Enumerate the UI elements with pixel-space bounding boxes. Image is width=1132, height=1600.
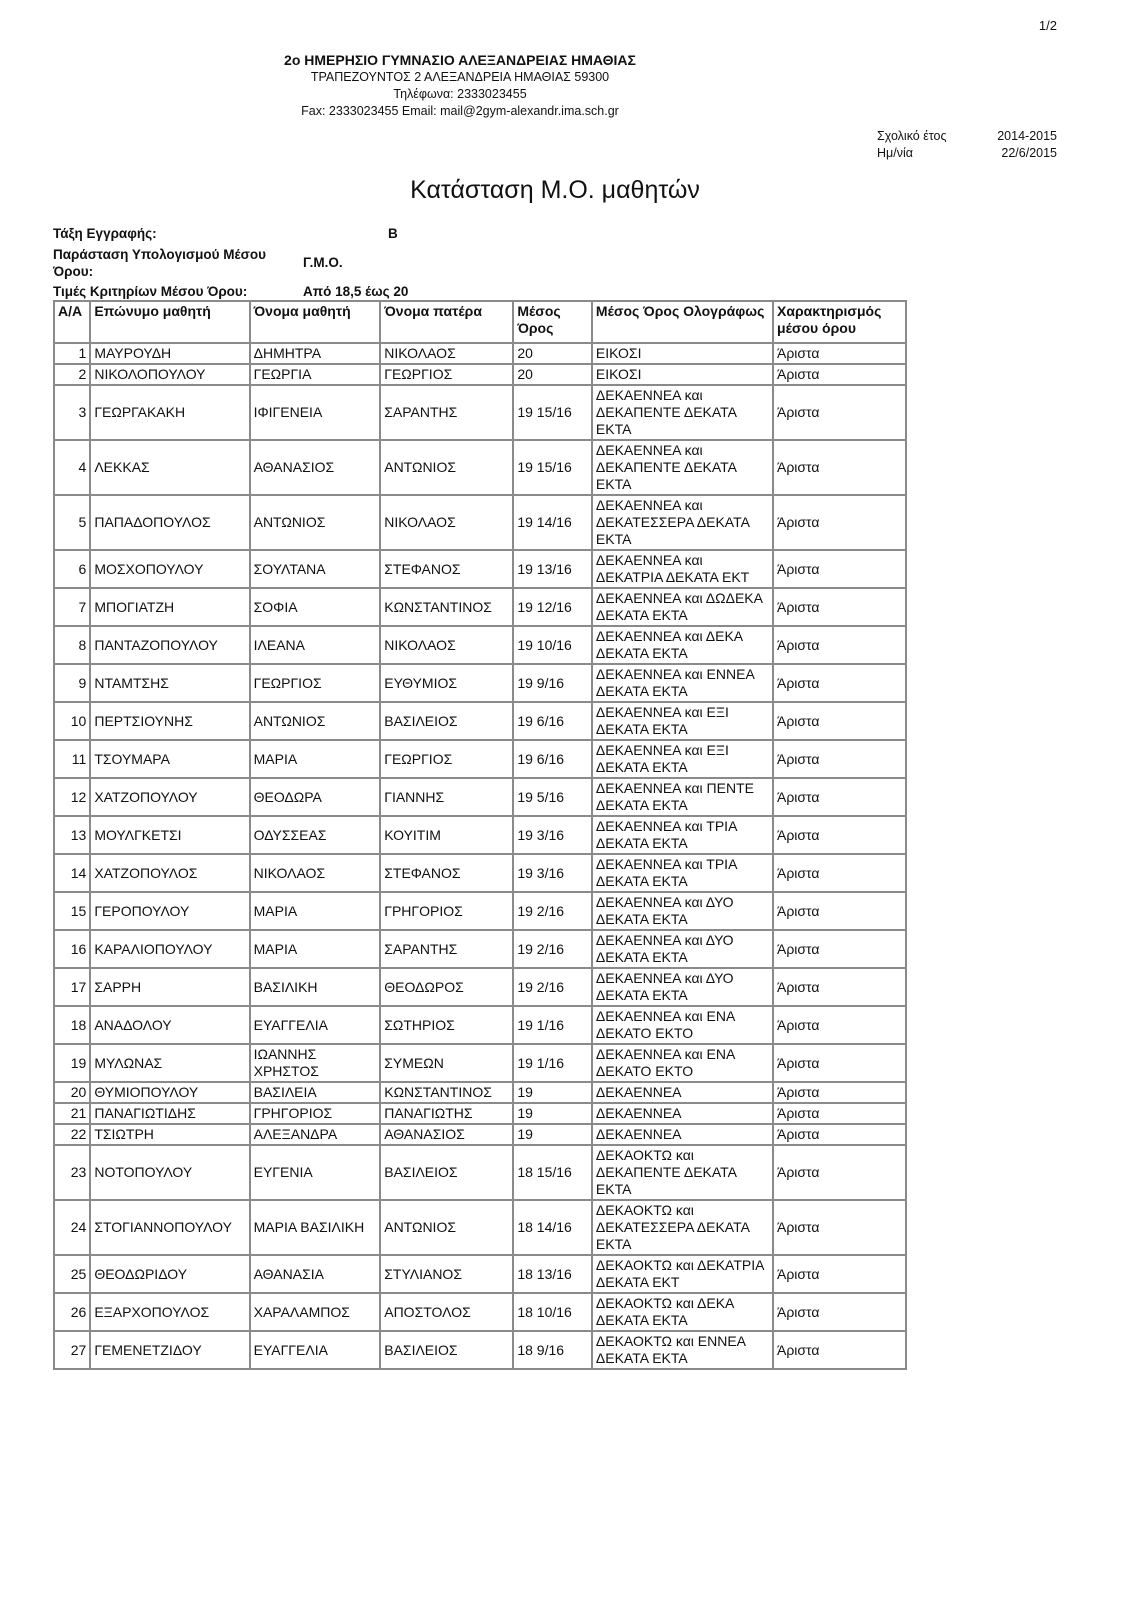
cell-aa: 10 xyxy=(55,703,91,741)
cell-name: ΜΑΡΙΑ xyxy=(251,931,382,969)
cell-average: 19 1/16 xyxy=(514,1007,593,1045)
calc-value: Γ.Μ.Ο. xyxy=(303,255,343,270)
cell-name: ΑΘΑΝΑΣΙΑ xyxy=(251,1256,382,1294)
cell-average: 18 13/16 xyxy=(514,1256,593,1294)
cell-name: ΝΙΚΟΛΑΟΣ xyxy=(251,855,382,893)
cell-surname: ΓΕΡΟΠΟΥΛΟΥ xyxy=(91,893,250,931)
cell-name: ΧΑΡΑΛΑΜΠΟΣ xyxy=(251,1294,382,1332)
table-row xyxy=(55,1007,905,1045)
cell-aa: 2 xyxy=(55,365,91,386)
cell-average: 19 10/16 xyxy=(514,627,593,665)
cell-aa: 12 xyxy=(55,779,91,817)
cell-average: 19 xyxy=(514,1083,593,1104)
cell-name: ΒΑΣΙΛΕΙΑ xyxy=(251,1083,382,1104)
cell-average-words: ΔΕΚΑΕΝΝΕΑ και ΕΝΑ ΔΕΚΑΤΟ ΕΚΤΟ xyxy=(593,1045,774,1083)
table-row xyxy=(55,1201,905,1256)
header-average: Μέσος Όρος xyxy=(514,302,593,344)
cell-name: ΓΕΩΡΓΙΟΣ xyxy=(251,665,382,703)
cell-aa: 17 xyxy=(55,969,91,1007)
cell-aa: 7 xyxy=(55,589,91,627)
school-address: ΤΡΑΠΕΖΟΥΝΤΟΣ 2 ΑΛΕΞΑΝΔΡΕΙΑ ΗΜΑΘΙΑΣ 59300 xyxy=(310,70,610,84)
cell-aa: 22 xyxy=(55,1125,91,1146)
cell-aa: 8 xyxy=(55,627,91,665)
page-title: Κατάσταση Μ.Ο. μαθητών xyxy=(410,176,700,204)
table-row xyxy=(55,741,905,779)
cell-grade: Άριστα xyxy=(774,496,905,551)
cell-average: 20 xyxy=(514,365,593,386)
cell-average-words: ΔΕΚΑΕΝΝΕΑ και ΕΞΙ ΔΕΚΑΤΑ ΕΚΤΑ xyxy=(593,741,774,779)
cell-average-words: ΔΕΚΑΕΝΝΕΑ και ΔΕΚΑΤΕΣΣΕΡΑ ΔΕΚΑΤΑ ΕΚΤΑ xyxy=(593,496,774,551)
range-label: Τιμές Κριτηρίων Μέσου Όρου: xyxy=(53,284,248,299)
cell-aa: 18 xyxy=(55,1007,91,1045)
cell-name: ΘΕΟΔΩΡΑ xyxy=(251,779,382,817)
cell-grade: Άριστα xyxy=(774,1104,905,1125)
table-row xyxy=(55,496,905,551)
cell-surname: ΜΟΥΛΓΚΕΤΣΙ xyxy=(91,817,250,855)
cell-name: ΑΝΤΩΝΙΟΣ xyxy=(251,703,382,741)
cell-aa: 15 xyxy=(55,893,91,931)
cell-father: ΓΙΑΝΝΗΣ xyxy=(381,779,514,817)
school-year-value: 2014-2015 xyxy=(997,129,1057,143)
cell-average: 19 5/16 xyxy=(514,779,593,817)
cell-aa: 25 xyxy=(55,1256,91,1294)
cell-name: ΜΑΡΙΑ ΒΑΣΙΛΙΚΗ xyxy=(251,1201,382,1256)
cell-surname: ΚΑΡΑΛΙΟΠΟΥΛΟΥ xyxy=(91,931,250,969)
cell-aa: 13 xyxy=(55,817,91,855)
cell-aa: 24 xyxy=(55,1201,91,1256)
cell-grade: Άριστα xyxy=(774,344,905,365)
cell-father: ΝΙΚΟΛΑΟΣ xyxy=(381,627,514,665)
school-name: 2ο ΗΜΕΡΗΣΙΟ ΓΥΜΝΑΣΙΟ ΑΛΕΞΑΝΔΡΕΙΑΣ ΗΜΑΘΙΑΣ xyxy=(284,52,636,68)
cell-average-words: ΔΕΚΑΟΚΤΩ και ΕΝΝΕΑ ΔΕΚΑΤΑ ΕΚΤΑ xyxy=(593,1332,774,1368)
table-row xyxy=(55,665,905,703)
cell-name: ΑΛΕΞΑΝΔΡΑ xyxy=(251,1125,382,1146)
cell-aa: 1 xyxy=(55,344,91,365)
table-row xyxy=(55,1104,905,1125)
cell-surname: ΛΕΚΚΑΣ xyxy=(91,441,250,496)
cell-aa: 16 xyxy=(55,931,91,969)
cell-average: 19 12/16 xyxy=(514,589,593,627)
cell-father: ΑΝΤΩΝΙΟΣ xyxy=(381,1201,514,1256)
cell-average-words: ΔΕΚΑΟΚΤΩ και ΔΕΚΑΠΕΝΤΕ ΔΕΚΑΤΑ ΕΚΤΑ xyxy=(593,1146,774,1201)
cell-average: 19 2/16 xyxy=(514,893,593,931)
cell-surname: ΝΤΑΜΤΣΗΣ xyxy=(91,665,250,703)
cell-name: ΣΟΦΙΑ xyxy=(251,589,382,627)
cell-grade: Άριστα xyxy=(774,931,905,969)
cell-father: ΒΑΣΙΛΕΙΟΣ xyxy=(381,1146,514,1201)
cell-name: ΙΦΙΓΕΝΕΙΑ xyxy=(251,386,382,441)
header-surname: Επώνυμο μαθητή xyxy=(91,302,250,344)
cell-name: ΔΗΜΗΤΡΑ xyxy=(251,344,382,365)
cell-average-words: ΔΕΚΑΕΝΝΕΑ και ΔΕΚΑΠΕΝΤΕ ΔΕΚΑΤΑ ΕΚΤΑ xyxy=(593,441,774,496)
cell-aa: 23 xyxy=(55,1146,91,1201)
cell-average: 19 14/16 xyxy=(514,496,593,551)
cell-father: ΒΑΣΙΛΕΙΟΣ xyxy=(381,1332,514,1368)
cell-aa: 27 xyxy=(55,1332,91,1368)
cell-average-words: ΔΕΚΑΟΚΤΩ και ΔΕΚΑΤΡΙΑ ΔΕΚΑΤΑ ΕΚΤ xyxy=(593,1256,774,1294)
cell-aa: 20 xyxy=(55,1083,91,1104)
cell-average: 19 15/16 xyxy=(514,441,593,496)
cell-father: ΒΑΣΙΛΕΙΟΣ xyxy=(381,703,514,741)
table-row xyxy=(55,344,905,365)
cell-average-words: ΔΕΚΑΕΝΝΕΑ και ΤΡΙΑ ΔΕΚΑΤΑ ΕΚΤΑ xyxy=(593,817,774,855)
cell-surname: ΘΥΜΙΟΠΟΥΛΟΥ xyxy=(91,1083,250,1104)
cell-average-words: ΔΕΚΑΕΝΝΕΑ και ΕΝΝΕΑ ΔΕΚΑΤΑ ΕΚΤΑ xyxy=(593,665,774,703)
table-row xyxy=(55,589,905,627)
table-row xyxy=(55,1256,905,1294)
cell-grade: Άριστα xyxy=(774,817,905,855)
cell-grade: Άριστα xyxy=(774,779,905,817)
cell-average-words: ΔΕΚΑΕΝΝΕΑ και ΔΕΚΑ ΔΕΚΑΤΑ ΕΚΤΑ xyxy=(593,627,774,665)
cell-average: 19 13/16 xyxy=(514,551,593,589)
cell-surname: ΝΙΚΟΛΟΠΟΥΛΟΥ xyxy=(91,365,250,386)
cell-surname: ΧΑΤΖΟΠΟΥΛΟΥ xyxy=(91,779,250,817)
header-father: Όνομα πατέρα xyxy=(381,302,514,344)
table-row xyxy=(55,855,905,893)
cell-name: ΜΑΡΙΑ xyxy=(251,741,382,779)
cell-average: 19 3/16 xyxy=(514,817,593,855)
cell-grade: Άριστα xyxy=(774,1007,905,1045)
cell-average-words: ΔΕΚΑΕΝΝΕΑ και ΔΩΔΕΚΑ ΔΕΚΑΤΑ ΕΚΤΑ xyxy=(593,589,774,627)
cell-aa: 4 xyxy=(55,441,91,496)
school-year-label: Σχολικό έτος xyxy=(877,129,947,143)
cell-average-words: ΕΙΚΟΣΙ xyxy=(593,344,774,365)
calc-label: Παράσταση Υπολογισμού Μέσου Όρου: xyxy=(53,247,266,279)
cell-name: ΕΥΓΕΝΙΑ xyxy=(251,1146,382,1201)
table-row xyxy=(55,551,905,589)
table-row xyxy=(55,1332,905,1368)
table-row xyxy=(55,365,905,386)
school-fax-email: Fax: 2333023455 Email: mail@2gym-alexandr.ima.sch.gr xyxy=(301,104,619,118)
cell-average: 18 9/16 xyxy=(514,1332,593,1368)
cell-grade: Άριστα xyxy=(774,855,905,893)
cell-average: 20 xyxy=(514,344,593,365)
cell-average-words: ΔΕΚΑΕΝΝΕΑ και ΔΥΟ ΔΕΚΑΤΑ ΕΚΤΑ xyxy=(593,893,774,931)
cell-father: ΣΑΡΑΝΤΗΣ xyxy=(381,386,514,441)
cell-aa: 5 xyxy=(55,496,91,551)
cell-average-words: ΔΕΚΑΟΚΤΩ και ΔΕΚΑΤΕΣΣΕΡΑ ΔΕΚΑΤΑ ΕΚΤΑ xyxy=(593,1201,774,1256)
cell-average: 19 xyxy=(514,1125,593,1146)
cell-average: 18 14/16 xyxy=(514,1201,593,1256)
cell-name: ΟΔΥΣΣΕΑΣ xyxy=(251,817,382,855)
cell-grade: Άριστα xyxy=(774,969,905,1007)
cell-grade: Άριστα xyxy=(774,1201,905,1256)
cell-grade: Άριστα xyxy=(774,551,905,589)
cell-average-words: ΔΕΚΑΕΝΝΕΑ και ΔΥΟ ΔΕΚΑΤΑ ΕΚΤΑ xyxy=(593,969,774,1007)
cell-surname: ΓΕΩΡΓΑΚΑΚΗ xyxy=(91,386,250,441)
table-row xyxy=(55,969,905,1007)
cell-grade: Άριστα xyxy=(774,365,905,386)
cell-average: 19 9/16 xyxy=(514,665,593,703)
cell-average: 19 1/16 xyxy=(514,1045,593,1083)
cell-father: ΑΠΟΣΤΟΛΟΣ xyxy=(381,1294,514,1332)
cell-name: ΙΩΑΝΝΗΣ ΧΡΗΣΤΟΣ xyxy=(251,1045,382,1083)
cell-father: ΑΘΑΝΑΣΙΟΣ xyxy=(381,1125,514,1146)
report-meta xyxy=(877,128,1057,162)
table-row xyxy=(55,386,905,441)
cell-father: ΚΟΥΙΤΙΜ xyxy=(381,817,514,855)
cell-average: 19 2/16 xyxy=(514,931,593,969)
cell-father: ΠΑΝΑΓΙΩΤΗΣ xyxy=(381,1104,514,1125)
date-label: Ημ/νία xyxy=(877,146,913,160)
header-grade: Χαρακτηρισμός μέσου όρου xyxy=(774,302,905,344)
cell-surname: ΓΕΜΕΝΕΤΖΙΔΟΥ xyxy=(91,1332,250,1368)
cell-aa: 19 xyxy=(55,1045,91,1083)
header-name: Όνομα μαθητή xyxy=(251,302,382,344)
table-row xyxy=(55,1125,905,1146)
cell-surname: ΣΑΡΡΗ xyxy=(91,969,250,1007)
cell-name: ΓΕΩΡΓΙΑ xyxy=(251,365,382,386)
cell-father: ΣΩΤΗΡΙΟΣ xyxy=(381,1007,514,1045)
table-row xyxy=(55,441,905,496)
report-criteria xyxy=(53,222,408,300)
cell-aa: 11 xyxy=(55,741,91,779)
cell-father: ΝΙΚΟΛΑΟΣ xyxy=(381,344,514,365)
cell-average-words: ΔΕΚΑΕΝΝΕΑ και ΤΡΙΑ ΔΕΚΑΤΑ ΕΚΤΑ xyxy=(593,855,774,893)
table-row xyxy=(55,817,905,855)
cell-grade: Άριστα xyxy=(774,1294,905,1332)
cell-average: 19 3/16 xyxy=(514,855,593,893)
cell-name: ΓΡΗΓΟΡΙΟΣ xyxy=(251,1104,382,1125)
school-header xyxy=(250,52,670,120)
cell-average: 19 6/16 xyxy=(514,703,593,741)
cell-average: 18 10/16 xyxy=(514,1294,593,1332)
cell-father: ΚΩΝΣΤΑΝΤΙΝΟΣ xyxy=(381,589,514,627)
cell-surname: ΤΣΙΩΤΡΗ xyxy=(91,1125,250,1146)
cell-surname: ΑΝΑΔΟΛΟΥ xyxy=(91,1007,250,1045)
cell-aa: 3 xyxy=(55,386,91,441)
cell-father: ΑΝΤΩΝΙΟΣ xyxy=(381,441,514,496)
cell-surname: ΧΑΤΖΟΠΟΥΛΟΣ xyxy=(91,855,250,893)
cell-father: ΓΡΗΓΟΡΙΟΣ xyxy=(381,893,514,931)
cell-average-words: ΔΕΚΑΕΝΝΕΑ xyxy=(593,1125,774,1146)
cell-average-words: ΔΕΚΑΕΝΝΕΑ xyxy=(593,1083,774,1104)
cell-name: ΒΑΣΙΛΙΚΗ xyxy=(251,969,382,1007)
cell-average-words: ΔΕΚΑΕΝΝΕΑ και ΠΕΝΤΕ ΔΕΚΑΤΑ ΕΚΤΑ xyxy=(593,779,774,817)
cell-name: ΕΥΑΓΓΕΛΙΑ xyxy=(251,1332,382,1368)
cell-aa: 6 xyxy=(55,551,91,589)
cell-average-words: ΔΕΚΑΕΝΝΕΑ και ΔΥΟ ΔΕΚΑΤΑ ΕΚΤΑ xyxy=(593,931,774,969)
cell-grade: Άριστα xyxy=(774,1256,905,1294)
cell-surname: ΠΑΠΑΔΟΠΟΥΛΟΣ xyxy=(91,496,250,551)
class-value: Β xyxy=(388,226,398,241)
cell-grade: Άριστα xyxy=(774,741,905,779)
cell-grade: Άριστα xyxy=(774,441,905,496)
cell-grade: Άριστα xyxy=(774,1146,905,1201)
cell-name: ΜΑΡΙΑ xyxy=(251,893,382,931)
cell-name: ΑΘΑΝΑΣΙΟΣ xyxy=(251,441,382,496)
table-row xyxy=(55,1083,905,1104)
table-row xyxy=(55,1045,905,1083)
cell-father: ΣΤΕΦΑΝΟΣ xyxy=(381,855,514,893)
class-label: Τάξη Εγγραφής: xyxy=(53,226,157,241)
table-row xyxy=(55,1294,905,1332)
table-row xyxy=(55,893,905,931)
cell-father: ΚΩΝΣΤΑΝΤΙΝΟΣ xyxy=(381,1083,514,1104)
cell-father: ΘΕΟΔΩΡΟΣ xyxy=(381,969,514,1007)
cell-father: ΣΑΡΑΝΤΗΣ xyxy=(381,931,514,969)
students-average-table xyxy=(53,300,907,1370)
date-value: 22/6/2015 xyxy=(1001,146,1057,160)
cell-name: ΣΟΥΛΤΑΝΑ xyxy=(251,551,382,589)
cell-father: ΣΥΜΕΩΝ xyxy=(381,1045,514,1083)
header-average-words: Μέσος Όρος Ολογράφως xyxy=(593,302,774,344)
table-body xyxy=(55,344,905,1368)
cell-aa: 9 xyxy=(55,665,91,703)
cell-surname: ΤΣΟΥΜΑΡΑ xyxy=(91,741,250,779)
range-value: Από 18,5 έως 20 xyxy=(303,284,409,299)
cell-name: ΙΛΕΑΝΑ xyxy=(251,627,382,665)
cell-father: ΕΥΘΥΜΙΟΣ xyxy=(381,665,514,703)
table-row xyxy=(55,931,905,969)
cell-grade: Άριστα xyxy=(774,1083,905,1104)
cell-surname: ΠΑΝΤΑΖΟΠΟΥΛΟΥ xyxy=(91,627,250,665)
cell-grade: Άριστα xyxy=(774,1045,905,1083)
cell-average: 19 xyxy=(514,1104,593,1125)
cell-average-words: ΕΙΚΟΣΙ xyxy=(593,365,774,386)
cell-surname: ΠΕΡΤΣΙΟΥΝΗΣ xyxy=(91,703,250,741)
cell-average: 19 6/16 xyxy=(514,741,593,779)
cell-grade: Άριστα xyxy=(777,1341,820,1358)
cell-surname: ΜΟΣΧΟΠΟΥΛΟΥ xyxy=(91,551,250,589)
cell-surname: ΝΟΤΟΠΟΥΛΟΥ xyxy=(91,1146,250,1201)
table-row xyxy=(55,703,905,741)
cell-name: ΑΝΤΩΝΙΟΣ xyxy=(251,496,382,551)
cell-grade: Άριστα xyxy=(774,665,905,703)
cell-average: 19 15/16 xyxy=(514,386,593,441)
cell-father: ΝΙΚΟΛΑΟΣ xyxy=(381,496,514,551)
cell-average-words: ΔΕΚΑΕΝΝΕΑ και ΔΕΚΑΠΕΝΤΕ ΔΕΚΑΤΑ ΕΚΤΑ xyxy=(593,386,774,441)
cell-surname: ΜΑΥΡΟΥΔΗ xyxy=(91,344,250,365)
table-row xyxy=(55,627,905,665)
cell-average-words: ΔΕΚΑΟΚΤΩ και ΔΕΚΑ ΔΕΚΑΤΑ ΕΚΤΑ xyxy=(593,1294,774,1332)
cell-aa: 21 xyxy=(55,1104,91,1125)
table-header-row xyxy=(55,302,905,344)
cell-father: ΓΕΩΡΓΙΟΣ xyxy=(381,365,514,386)
cell-grade: Άριστα xyxy=(774,627,905,665)
cell-grade: Άριστα xyxy=(774,703,905,741)
cell-average-words: ΔΕΚΑΕΝΝΕΑ και ΕΝΑ ΔΕΚΑΤΟ ΕΚΤΟ xyxy=(593,1007,774,1045)
cell-surname: ΕΞΑΡΧΟΠΟΥΛΟΣ xyxy=(91,1294,250,1332)
cell-surname: ΘΕΟΔΩΡΙΔΟΥ xyxy=(91,1256,250,1294)
cell-average-words: ΔΕΚΑΕΝΝΕΑ και ΕΞΙ ΔΕΚΑΤΑ ΕΚΤΑ xyxy=(593,703,774,741)
table-row xyxy=(55,1146,905,1201)
cell-name: ΕΥΑΓΓΕΛΙΑ xyxy=(251,1007,382,1045)
cell-grade: Άριστα xyxy=(774,386,905,441)
header-aa: Α/Α xyxy=(55,302,91,344)
school-phone: Τηλέφωνα: 2333023455 xyxy=(393,87,527,101)
cell-surname: ΣΤΟΓΙΑΝΝΟΠΟΥΛΟΥ xyxy=(91,1201,250,1256)
cell-average-words: ΔΕΚΑΕΝΝΕΑ xyxy=(593,1104,774,1125)
cell-grade: Άριστα xyxy=(774,589,905,627)
cell-grade: Άριστα xyxy=(774,893,905,931)
cell-father: ΣΤΥΛΙΑΝΟΣ xyxy=(381,1256,514,1294)
cell-average: 19 2/16 xyxy=(514,969,593,1007)
cell-surname: ΜΥΛΩΝΑΣ xyxy=(91,1045,250,1083)
cell-average-words: ΔΕΚΑΕΝΝΕΑ και ΔΕΚΑΤΡΙΑ ΔΕΚΑΤΑ ΕΚΤ xyxy=(593,551,774,589)
cell-father: ΓΕΩΡΓΙΟΣ xyxy=(381,741,514,779)
table-row xyxy=(55,779,905,817)
page-number: 1/2 xyxy=(1038,18,1057,33)
cell-average: 18 15/16 xyxy=(514,1146,593,1201)
cell-surname: ΠΑΝΑΓΙΩΤΙΔΗΣ xyxy=(91,1104,250,1125)
cell-father: ΣΤΕΦΑΝΟΣ xyxy=(381,551,514,589)
cell-grade: Άριστα xyxy=(774,1125,905,1146)
cell-aa: 26 xyxy=(55,1294,91,1332)
cell-surname: ΜΠΟΓΙΑΤΖΗ xyxy=(91,589,250,627)
cell-aa: 14 xyxy=(55,855,91,893)
